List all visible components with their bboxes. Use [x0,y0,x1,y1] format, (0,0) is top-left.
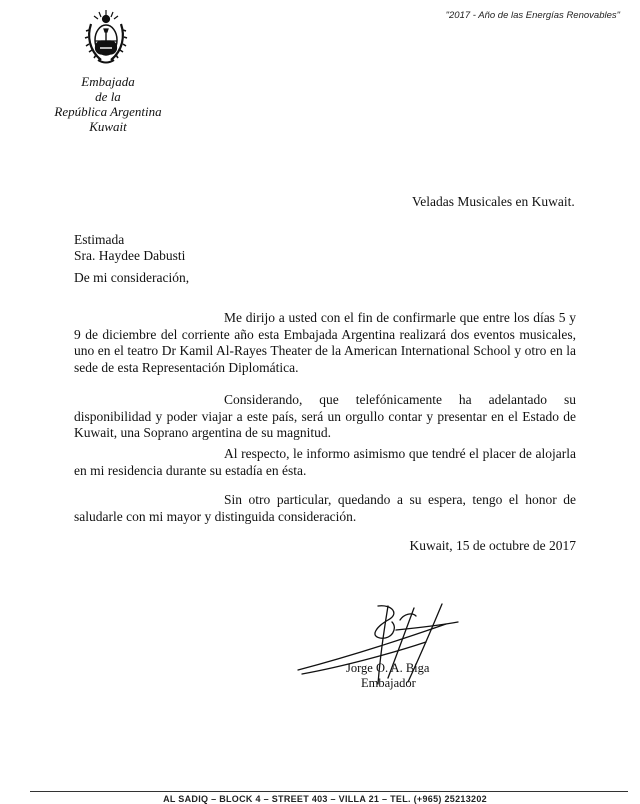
paragraph [74,446,576,479]
paragraph-text: Considerando, que telefónicamente ha adelantado su disponibilidad y poder viajar a este país, será un orgullo contar y presentar en el Estado de Kuwait, una Soprano argentina de su magnitud. [74,392,576,440]
paragraph [74,310,576,376]
footer-divider [30,791,628,792]
consideration-line: De mi consideración, [74,270,190,285]
paragraph-text: Sin otro particular, quedando a su espera, tengo el honor de saludarle con mi mayor y distinguida consideración. [74,492,576,524]
embassy-name [48,74,168,134]
embassy-line: Embajada [81,74,135,89]
embassy-line: de la [95,89,121,104]
embassy-line: Kuwait [89,119,127,134]
paragraph [74,492,576,525]
signer-name: Jorge O. A. Biga [346,661,430,675]
footer-address: AL SADIQ – BLOCK 4 – STREET 403 – VILLA 21 – TEL. (+965) 25213202 [163,794,487,804]
letter-subject: Veladas Musicales en Kuwait. [412,194,575,209]
salutation: Estimada [74,232,125,247]
signer-title: Embajador [361,676,416,690]
embassy-line: República Argentina [54,104,162,119]
header-motto: "2017 - Año de las Energías Renovables" [445,10,620,21]
recipient-name: Sra. Haydee Dabusti [74,248,186,263]
paragraph-text: Me dirijo a usted con el fin de confirmarle que entre los días 5 y 9 de diciembre del corriente año esta Embajada Argentina realizará dos eventos musicales, uno en el teatro Dr Kamil Al-Rayes Theater de la American International School y otro en la sede de esta Representación Diplomática. [74,310,576,375]
place-and-date: Kuwait, 15 de octubre de 2017 [409,538,576,553]
paragraph [74,392,576,442]
paragraph-text: Al respecto, le informo asimismo que tendré el placer de alojarla en mi residencia durante su estadía en ésta. [74,446,576,478]
argentine-coat-of-arms-icon [83,8,129,66]
